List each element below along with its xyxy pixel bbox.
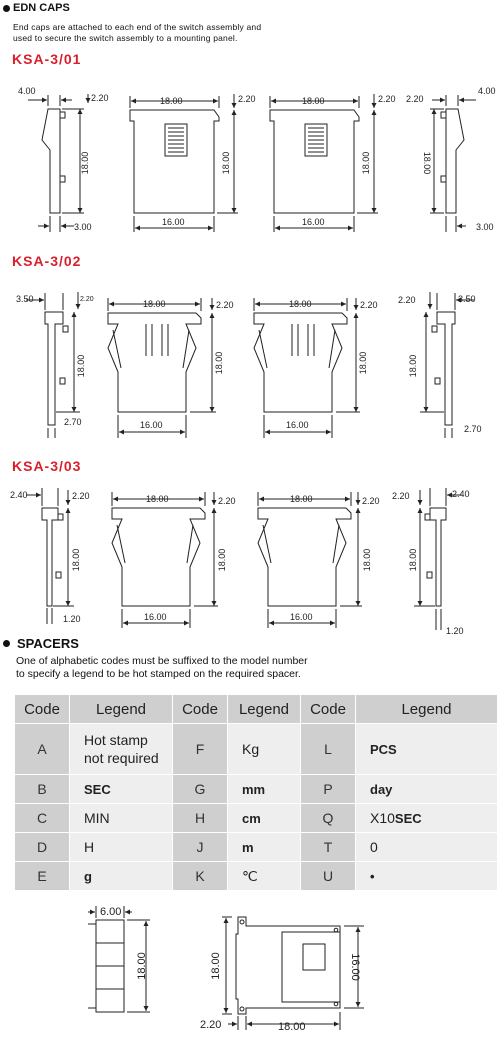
ksa-3-03-front-a: [112, 492, 218, 628]
dim-label: 2.20: [406, 94, 424, 104]
dim-label: 18.00: [422, 151, 432, 175]
dim-label: 18.00: [221, 151, 231, 175]
dim-label: 3.00: [476, 222, 494, 232]
ksa-3-02-front-a: [108, 298, 216, 438]
code-cell: T: [301, 833, 356, 862]
dim-label: 18.00: [362, 548, 372, 572]
dim-label: 18.00: [160, 96, 183, 106]
edn-caps-title: EDN CAPS: [13, 2, 70, 14]
model-ksa-3-02: KSA-3/02: [12, 253, 82, 269]
header-cell: Code: [301, 695, 356, 724]
dim-label: 6.00: [100, 906, 122, 918]
code-cell: K: [173, 862, 228, 891]
table-row: [15, 804, 498, 833]
spacers-description-1: One of alphabetic codes must be suffixed to the model number: [16, 655, 308, 667]
dim-label: 18.00: [146, 494, 169, 504]
dim-label: 2.20: [398, 295, 416, 305]
legend-cell: g: [70, 862, 173, 891]
dim-label: 2.70: [64, 417, 82, 427]
dim-label: 2.20: [238, 94, 256, 104]
legend-table: [14, 694, 498, 891]
dim-label: 2.40: [452, 489, 470, 499]
dim-label: 18.00: [71, 548, 81, 572]
dim-label: 16.00: [162, 217, 185, 227]
legend-cell: •: [356, 862, 498, 891]
ksa-3-02-front-b: [254, 298, 360, 438]
code-cell: H: [173, 804, 228, 833]
code-cell: P: [301, 775, 356, 804]
ksa-3-02-side-right: [420, 292, 474, 438]
dim-label: 2.20: [216, 300, 234, 310]
legend-text: SEC: [394, 811, 422, 826]
dim-label: 3.50: [458, 294, 476, 304]
dim-label: 18.00: [214, 351, 224, 375]
code-cell: L: [301, 724, 356, 775]
dim-label: 2.20: [362, 496, 380, 506]
dim-label: 18.00: [278, 1021, 306, 1033]
dim-label: 18.00: [408, 354, 418, 378]
dim-label: 2.20: [360, 300, 378, 310]
legend-text: not required: [84, 750, 159, 766]
code-cell: U: [301, 862, 356, 891]
legend-cell: day: [356, 775, 498, 804]
model-ksa-3-03: KSA-3/03: [12, 458, 82, 474]
dim-label: 2.20: [392, 491, 410, 501]
legend-cell: mm: [228, 775, 301, 804]
edn-caps-description-2: used to secure the switch assembly to a mounting panel.: [13, 33, 238, 43]
legend-text: Hot stamp: [84, 732, 148, 748]
dim-label: 18.00: [210, 952, 222, 980]
ksa-3-03-side-left: [26, 488, 74, 624]
dim-label: 18.00: [290, 494, 313, 504]
dim-label: 18.00: [80, 151, 90, 175]
dim-label: 18.00: [408, 548, 418, 572]
spacers-title: SPACERS: [17, 636, 79, 651]
dim-label: 4.00: [478, 86, 496, 96]
code-cell: A: [15, 724, 70, 775]
spacers-description-2: to specify a legend to be hot stamped on the required spacer.: [16, 668, 301, 680]
table-row: [15, 833, 498, 862]
dim-label: 18.00: [217, 548, 227, 572]
header-cell: Code: [15, 695, 70, 724]
legend-cell: PCS: [356, 724, 498, 775]
code-cell: D: [15, 833, 70, 862]
header-cell: Legend: [356, 695, 498, 724]
dim-label: 18.00: [143, 299, 166, 309]
edn-caps-description-1: End caps are attached to each end of the switch assembly and: [13, 22, 262, 32]
dim-label: 2.20: [218, 496, 236, 506]
code-cell: C: [15, 804, 70, 833]
model-ksa-3-01: KSA-3/01: [12, 51, 82, 67]
dim-label: 18.00: [302, 96, 325, 106]
ksa-3-03-front-b: [258, 492, 362, 628]
legend-cell: Kg: [228, 724, 301, 775]
dim-label: 16.00: [286, 420, 309, 430]
dim-label: 16.00: [144, 612, 167, 622]
table-header-row: [15, 695, 498, 724]
dim-label: 2.20: [378, 94, 396, 104]
dim-label: 2.20: [80, 296, 94, 303]
table-row: [15, 775, 498, 804]
code-cell: Q: [301, 804, 356, 833]
legend-cell: ℃: [228, 862, 301, 891]
code-cell: G: [173, 775, 228, 804]
dim-label: 16.00: [349, 953, 361, 981]
dim-label: 4.00: [18, 86, 36, 96]
legend-cell: H: [70, 833, 173, 862]
code-cell: J: [173, 833, 228, 862]
ksa-3-01-side-left: [28, 94, 88, 232]
header-cell: Code: [173, 695, 228, 724]
dim-label: 18.00: [136, 952, 148, 980]
legend-cell: [70, 724, 173, 775]
legend-cell: m: [228, 833, 301, 862]
legend-text: X10: [370, 810, 395, 826]
dim-label: 16.00: [290, 612, 313, 622]
dim-label: 2.40: [10, 490, 28, 500]
ksa-3-03-side-right: [414, 488, 462, 630]
dim-label: 18.00: [358, 351, 368, 375]
dim-label: 2.20: [91, 93, 109, 103]
code-cell: E: [15, 862, 70, 891]
table-row: [15, 862, 498, 891]
dim-label: 2.70: [464, 424, 482, 434]
header-cell: Legend: [228, 695, 301, 724]
code-cell: F: [173, 724, 228, 775]
dim-label: 16.00: [140, 420, 163, 430]
legend-cell: 0: [356, 833, 498, 862]
dim-label: 3.50: [16, 294, 34, 304]
legend-cell: MIN: [70, 804, 173, 833]
dim-label: 1.20: [63, 614, 81, 624]
dim-label: 2.20: [72, 491, 90, 501]
ksa-3-01-side-right: [430, 95, 476, 232]
table-row: [15, 724, 498, 775]
header-cell: Legend: [70, 695, 173, 724]
dim-label: 18.00: [361, 151, 371, 175]
dim-label: 2.20: [200, 1019, 222, 1031]
dim-label: 16.00: [302, 217, 325, 227]
dim-label: 18.00: [289, 299, 312, 309]
spacer-front-view: [222, 917, 364, 1030]
bullet-icon: [3, 640, 10, 647]
dim-label: 3.00: [74, 222, 92, 232]
dim-label: 18.00: [76, 354, 86, 378]
dim-label: 1.20: [446, 626, 464, 636]
legend-cell: cm: [228, 804, 301, 833]
legend-cell: SEC: [70, 775, 173, 804]
legend-cell: [356, 804, 498, 833]
code-cell: B: [15, 775, 70, 804]
